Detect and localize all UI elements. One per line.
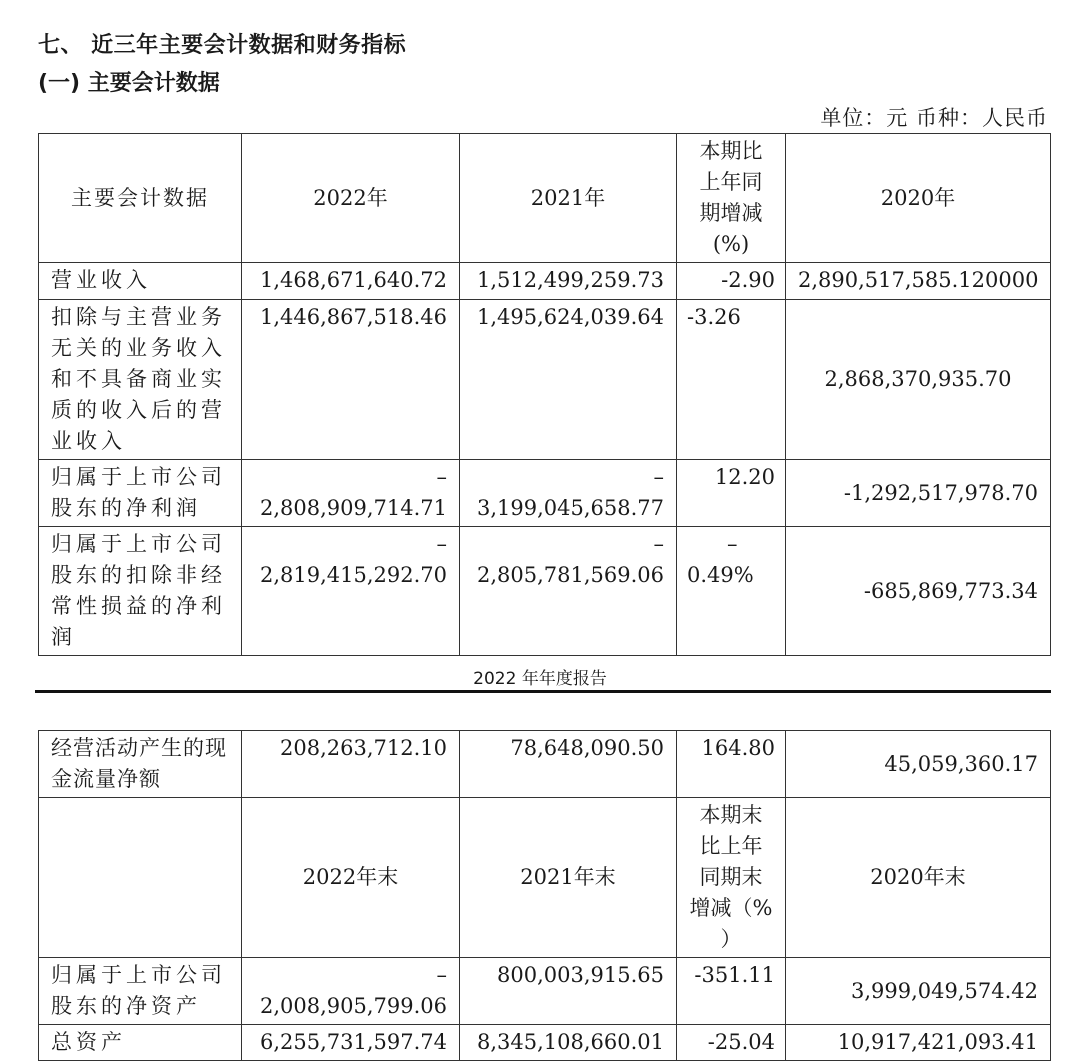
cell-2021: – 3,199,045,658.77 <box>460 460 677 527</box>
cell-2022: – 2,808,909,714.71 <box>242 460 460 527</box>
header-change-end: 本期末 比上年 同期末 增减（% ） <box>677 798 786 958</box>
continued-accounting-data-table <box>38 730 1051 1061</box>
cell-2022: – 2,819,415,292.70 <box>242 527 460 656</box>
header-change: 本期比 上年同 期增减 (%) <box>677 134 786 263</box>
row-label: 营业收入 <box>39 263 242 300</box>
cell-change: -25.04 <box>677 1025 786 1061</box>
header-2021: 2021年 <box>460 134 677 263</box>
cell-2021: 800,003,915.65 <box>460 958 677 1025</box>
table-row <box>39 460 1051 527</box>
header-2020-end: 2020年末 <box>786 798 1051 958</box>
page-footer-label: 2022 年年度报告 <box>473 669 607 689</box>
header-2020: 2020年 <box>786 134 1051 263</box>
cell-2021: 1,512,499,259.73 <box>460 263 677 300</box>
cell-2022: 208,263,712.10 <box>242 731 460 798</box>
cell-2022: – 2,008,905,799.06 <box>242 958 460 1025</box>
cell-2020: 2,868,370,935.70 <box>786 300 1051 460</box>
cell-2021: 1,495,624,039.64 <box>460 300 677 460</box>
cell-2022: 6,255,731,597.74 <box>242 1025 460 1061</box>
row-label: 扣除与主营业务无关的业务收入和不具备商业实质的收入后的营业收入 <box>39 300 242 460</box>
header-2022: 2022年 <box>242 134 460 263</box>
section-title: 七、 近三年主要会计数据和财务指标 <box>38 33 407 58</box>
unit-currency-note: 单位：元 币种：人民币 <box>820 106 1048 130</box>
row-label: 归属于上市公司股东的扣除非经常性损益的净利润 <box>39 527 242 656</box>
cell-change: 164.80 <box>677 731 786 798</box>
table-row <box>39 527 1051 656</box>
table-row <box>39 958 1051 1025</box>
cell-2020: 3,999,049,574.42 <box>786 958 1051 1025</box>
cell-change: -3.26 <box>677 300 786 460</box>
header-item <box>39 798 242 958</box>
table-row <box>39 1025 1051 1061</box>
page-divider <box>35 690 1051 693</box>
cell-2021: 78,648,090.50 <box>460 731 677 798</box>
header-2022-end: 2022年末 <box>242 798 460 958</box>
cell-change: – 0.49% <box>677 527 786 656</box>
cell-2021: – 2,805,781,569.06 <box>460 527 677 656</box>
header-item: 主要会计数据 <box>39 134 242 263</box>
cell-2020: 45,059,360.17 <box>786 731 1051 798</box>
row-label: 归属于上市公司股东的净利润 <box>39 460 242 527</box>
cell-change: -2.90 <box>677 263 786 300</box>
table-header-row <box>39 134 1051 263</box>
cell-2020: -685,869,773.34 <box>786 527 1051 656</box>
header-2021-end: 2021年末 <box>460 798 677 958</box>
cell-2020: 2,890,517,585.120000 <box>786 263 1051 300</box>
cell-2021: 8,345,108,660.01 <box>460 1025 677 1061</box>
cell-2022: 1,446,867,518.46 <box>242 300 460 460</box>
table-row <box>39 263 1051 300</box>
table-row <box>39 300 1051 460</box>
table-row <box>39 731 1051 798</box>
subsection-title: (一) 主要会计数据 <box>38 71 220 96</box>
row-label: 经营活动产生的现金流量净额 <box>39 731 242 798</box>
cell-2022: 1,468,671,640.72 <box>242 263 460 300</box>
cell-2020: -1,292,517,978.70 <box>786 460 1051 527</box>
main-accounting-data-table <box>38 133 1051 656</box>
cell-change: 12.20 <box>677 460 786 527</box>
cell-2020: 10,917,421,093.41 <box>786 1025 1051 1061</box>
cell-change: -351.11 <box>677 958 786 1025</box>
row-label: 归属于上市公司股东的净资产 <box>39 958 242 1025</box>
table-header-row <box>39 798 1051 958</box>
row-label: 总资产 <box>39 1025 242 1061</box>
